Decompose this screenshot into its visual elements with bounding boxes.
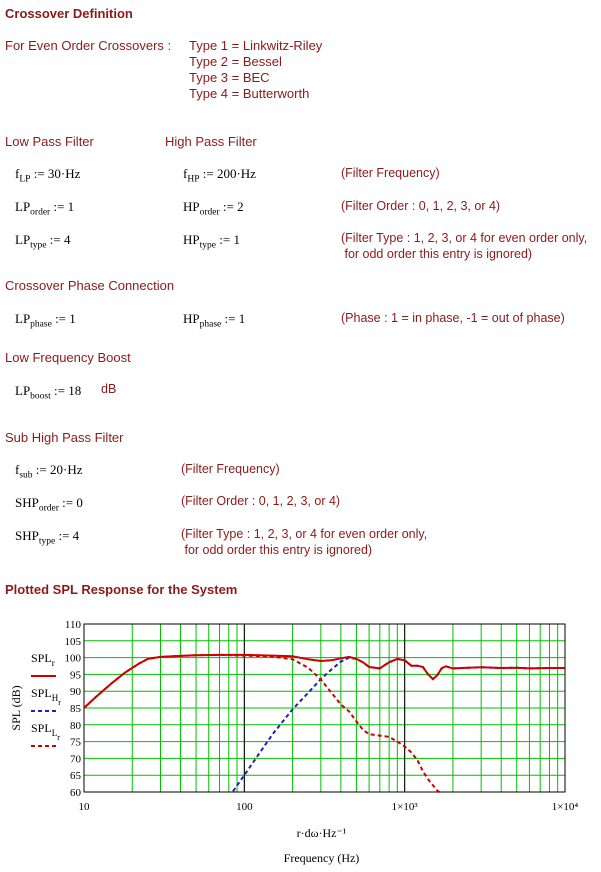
- x-tick-label: 10: [78, 801, 90, 813]
- hp-freq-definition[interactable]: $f_{HP}$ := 200·Hz: [183, 166, 256, 185]
- y-tick-label: 80: [70, 719, 81, 732]
- order-note: (Filter Order : 0, 1, 2, 3, or 4): [341, 199, 501, 213]
- type-item: Type 1 = Linkwitz-Riley: [189, 38, 323, 53]
- type-note-line2: for odd order this entry is ignored): [341, 247, 533, 261]
- even-order-label: For Even Order Crossovers :: [5, 38, 172, 53]
- lowpass-heading: Low Pass Filter: [5, 134, 94, 149]
- type-item: Type 2 = Bessel: [189, 54, 282, 69]
- x-tick-label: 1×10⁴: [551, 801, 579, 813]
- y-axis-label: SPL (dB): [9, 685, 23, 731]
- spl-response-chart: [0, 587, 601, 872]
- y-tick-label: 110: [64, 619, 81, 631]
- y-tick-label: 100: [64, 652, 81, 665]
- y-tick-label: 90: [70, 686, 81, 699]
- lp-phase-definition[interactable]: $LP_{phase}$ := 1: [15, 311, 76, 330]
- sub-type-note-line1: (Filter Type : 1, 2, 3, or 4 for even order only,: [181, 527, 428, 541]
- boost-heading: Low Frequency Boost: [5, 350, 131, 365]
- phase-heading: Crossover Phase Connection: [5, 278, 175, 293]
- type-item: Type 4 = Butterworth: [189, 86, 310, 101]
- y-tick-label: 75: [70, 736, 81, 749]
- crossover-title: Crossover Definition: [5, 6, 133, 21]
- highpass-heading: High Pass Filter: [165, 134, 257, 149]
- x-axis-label: Frequency (Hz): [283, 851, 360, 865]
- x-tick-label: 1×10³: [391, 801, 418, 813]
- sub-freq-definition[interactable]: $f_{sub}$ := 20·Hz: [15, 462, 83, 481]
- boost-unit: dB: [101, 382, 117, 396]
- hp-phase-definition[interactable]: $HP_{phase}$ := 1: [183, 311, 246, 330]
- legend-label: $SPL_{Lr}$: [31, 721, 60, 742]
- type-item: Type 3 = BEC: [189, 70, 270, 85]
- sub-type-note-line2: for odd order this entry is ignored): [181, 543, 373, 557]
- type-note-line1: (Filter Type : 1, 2, 3, or 4 for even order only,: [341, 231, 588, 245]
- hp-type-definition[interactable]: $HP_{type}$ := 1: [183, 232, 240, 251]
- plot-clip-mask: [84, 793, 565, 799]
- freq-note: (Filter Frequency): [341, 166, 440, 180]
- x-axis-expression: r·dω·Hz⁻¹: [296, 826, 347, 840]
- x-tick-label: 100: [236, 801, 253, 813]
- sub-order-definition[interactable]: $SHP_{order}$ := 0: [15, 495, 83, 514]
- hp-order-definition[interactable]: $HP_{order}$ := 2: [183, 199, 244, 218]
- lp-boost-definition[interactable]: $LP_{boost}$ := 18: [15, 383, 82, 402]
- sub-order-note: (Filter Order : 0, 1, 2, 3, or 4): [181, 494, 341, 508]
- lp-order-definition[interactable]: $LP_{order}$ := 1: [15, 199, 75, 218]
- y-tick-label: 105: [64, 635, 81, 648]
- legend-label: $SPL_{Hr}$: [31, 686, 61, 707]
- crossover-types: [189, 38, 322, 102]
- y-tick-label: 60: [70, 787, 81, 799]
- plot-heading: Plotted SPL Response for the System: [5, 582, 238, 597]
- lp-type-definition[interactable]: $LP_{type}$ := 4: [15, 232, 71, 251]
- lp-freq-definition[interactable]: $f_{LP}$ := 30·Hz: [15, 166, 81, 185]
- sub-heading: Sub High Pass Filter: [5, 430, 124, 445]
- y-tick-label: 85: [70, 703, 81, 715]
- sub-type-definition[interactable]: $SHP_{type}$ := 4: [15, 528, 80, 547]
- phase-note: (Phase : 1 = in phase, -1 = out of phase): [341, 311, 565, 325]
- sub-freq-note: (Filter Frequency): [181, 462, 280, 476]
- y-tick-label: 95: [70, 669, 81, 682]
- y-tick-label: 65: [70, 770, 81, 783]
- y-tick-label: 70: [70, 753, 81, 766]
- legend-label: $SPL_r$: [31, 651, 55, 668]
